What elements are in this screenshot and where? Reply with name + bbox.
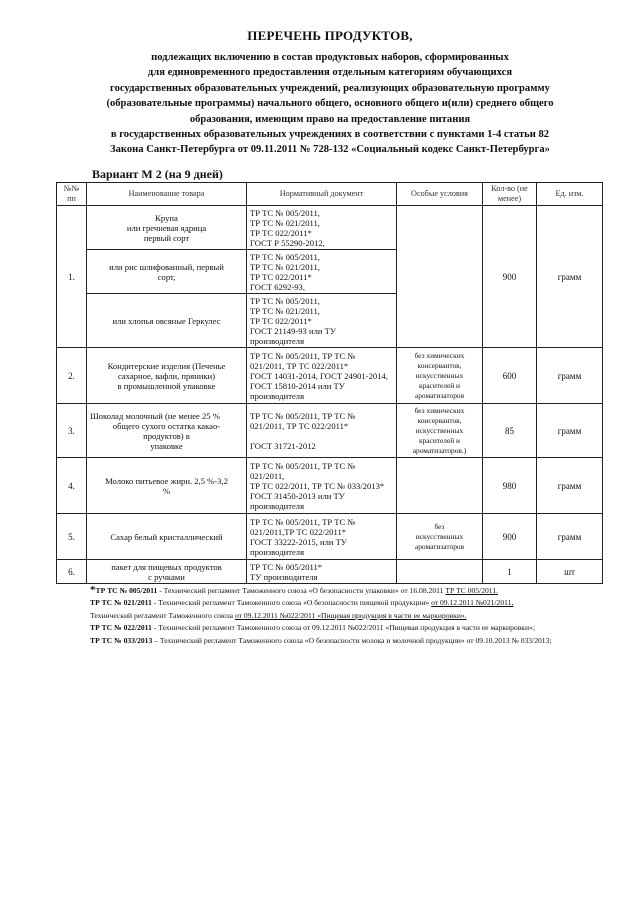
row-num: 2.	[57, 348, 87, 404]
quantity: 1	[483, 560, 537, 584]
normative-doc	[247, 404, 397, 458]
unit: грамм	[537, 348, 603, 404]
subtitle-line: для единовременного предоставления отдельным категориям обучающихся	[147, 67, 513, 79]
cond-line: без химических	[414, 350, 465, 360]
special-conditions	[397, 206, 483, 348]
doc-line: ГОСТ Р 55290-2012,	[250, 237, 325, 248]
product-name	[87, 250, 247, 294]
name-line: первый сорт	[143, 232, 190, 243]
doc-line: ТР ТС № 021/2011,	[250, 261, 320, 272]
header-unit: Ед. изм.	[537, 183, 603, 206]
name-line: Молоко питьевое жирн. 2,5 %-3,2	[105, 475, 228, 486]
product-name	[87, 294, 247, 348]
footnote-text: Технический регламент Таможенного союза	[90, 610, 235, 620]
doc-line: ТР ТС № 005/2011, ТР ТС №	[250, 460, 356, 471]
doc-line: ТУ производителя	[250, 571, 318, 582]
doc-line: ТР ТС 022/2011*	[250, 227, 312, 238]
footnote-text: - Технический регламент Таможенного союза «О безопасности пищевой продукции»	[151, 598, 432, 608]
cond-line: консервантов,	[417, 415, 462, 425]
doc-line: производителя	[250, 390, 305, 401]
doc-line: производителя	[250, 500, 305, 511]
footnote	[90, 584, 590, 597]
table-row	[57, 458, 603, 514]
name-line: Сахар белый кристаллический	[110, 531, 223, 542]
normative-doc	[247, 348, 397, 404]
special-conditions	[397, 404, 483, 458]
quantity: 900	[483, 514, 537, 560]
name-line: в промышленной упаковке	[117, 380, 216, 391]
doc-line: ГОСТ 31721-2012	[250, 440, 316, 451]
header-name: Наименование товара	[87, 183, 247, 206]
unit: грамм	[537, 404, 603, 458]
row-num: 3.	[57, 404, 87, 458]
doc-line: ГОСТ 14031-2014, ГОСТ 24901-2014,	[250, 370, 388, 381]
cond-line: искусственных	[415, 425, 464, 435]
doc-line: ГОСТ 6292-93,	[250, 281, 305, 292]
doc-line: ТР ТС № 005/2011,	[250, 295, 320, 306]
subtitle-line: Закона Санкт-Петербурга от 09.11.2011 № 728-132 «Социальный кодекс Санкт-Петербурга»	[110, 144, 550, 156]
normative-doc	[247, 458, 397, 514]
table-row	[57, 206, 603, 250]
footnote-tail: от 09.12.2011 №022/2011 «Пищевая продукция в части ее маркировки».	[234, 610, 467, 620]
header-doc: Нормативный документ	[247, 183, 397, 206]
table-row	[57, 560, 603, 584]
doc-line: ГОСТ 31450-2013 или ТУ	[250, 490, 345, 501]
unit: шт	[537, 560, 603, 584]
header-num: №№ пп	[57, 183, 87, 206]
subtitle-line: государственных образовательных учреждений, реализующих образовательную программу	[110, 82, 550, 94]
footnote-text: - Технический регламент Таможенного союза от 09.12.2011 №022/2011 «Пищевая продукция в части ее маркировки»;	[151, 623, 535, 633]
header-qty: Кол-во (не менее)	[483, 183, 537, 206]
doc-line: ТР ТС № 005/2011, ТР ТС №	[250, 350, 356, 361]
footnote-code: ТР ТС № 022/2011	[90, 623, 152, 633]
footnote-star: *	[90, 584, 96, 596]
cond-line: ароматизаторов.)	[412, 445, 467, 455]
footnote-code: ТР ТС № 005/2011	[95, 586, 158, 595]
footnote	[90, 622, 590, 634]
doc-line: ТР ТС № 005/2011, ТР ТС №	[250, 516, 356, 527]
footnote-text: – Технический регламент Таможенного союза «О безопасности молока и молочной продукции» от 09.10.2013 № 033/2013;	[152, 635, 552, 645]
doc-line: производителя	[250, 546, 305, 557]
product-name	[87, 348, 247, 404]
quantity: 900	[483, 206, 537, 348]
subtitle-line: образования, имеющим право на предоставление питания	[189, 113, 471, 125]
name-line: Шоколад молочный (не менее 25 %	[90, 410, 220, 421]
doc-line: ТР ТС № 005/2011*	[250, 561, 323, 572]
name-line: или рис шлифованный, первый	[109, 261, 224, 272]
doc-line: производителя	[250, 335, 305, 346]
doc-line	[250, 431, 393, 441]
special-conditions	[397, 560, 483, 584]
product-name	[87, 560, 247, 584]
unit: грамм	[537, 206, 603, 348]
document-title: ПЕРЕЧЕНЬ ПРОДУКТОВ,	[247, 28, 413, 43]
doc-line: ГОСТ 33222-2015, или ТУ	[250, 536, 347, 547]
doc-line: 021/2011,	[250, 470, 285, 481]
name-line: общего сухого остатка какао-	[112, 420, 221, 431]
footnote-tail: от 09.12.2011 №021/2011,	[431, 598, 514, 608]
unit: грамм	[537, 514, 603, 560]
normative-doc	[247, 560, 397, 584]
special-conditions	[397, 348, 483, 404]
doc-line: ТР ТС 022/2011*	[250, 271, 312, 282]
name-line: или гречневая ядрица	[126, 222, 207, 233]
name-line: сорт,	[157, 271, 176, 282]
table-row	[57, 404, 603, 458]
quantity: 85	[483, 404, 537, 458]
row-num: 1.	[57, 206, 87, 348]
footnote	[90, 597, 590, 609]
footnote	[90, 635, 590, 647]
subtitle-line: подлежащих включению в состав продуктовых наборов, сформированных	[151, 52, 509, 63]
quantity: 980	[483, 458, 537, 514]
product-name	[87, 514, 247, 560]
doc-line: ТР ТС № 005/2011,	[250, 251, 320, 262]
subtitle-line: (образовательные программы) начального общего, основного общего и(или) среднего общего	[106, 98, 554, 110]
footnote	[90, 610, 590, 622]
normative-doc	[247, 206, 397, 250]
name-line: или хлопья овсяные Геркулес	[112, 315, 221, 326]
name-line: Кондитерские изделия (Печенье	[107, 360, 226, 371]
cond-line: красителей и	[418, 380, 461, 390]
name-line: пакет для пищевых продуктов	[111, 561, 222, 572]
name-line: %	[162, 485, 171, 496]
table-header-row	[57, 183, 603, 206]
name-line: сахарное, вафли, пряники)	[117, 370, 216, 381]
doc-line: 021/2011, ТР ТС 022/2011*	[250, 420, 349, 431]
doc-line: ТР ТС 022/2011*	[250, 315, 312, 326]
quantity: 600	[483, 348, 537, 404]
normative-doc	[247, 514, 397, 560]
name-line: продуктов) в	[143, 430, 190, 441]
doc-line: ТР ТС № 005/2011, ТР ТС №	[250, 410, 356, 421]
footnotes	[90, 584, 590, 647]
doc-line: ТР ТС № 021/2011,	[250, 305, 320, 316]
cond-line: ароматизаторов	[414, 390, 465, 400]
cond-line: искусственных	[415, 531, 464, 541]
doc-line: 021/2011, ТР ТС 022/2011*	[250, 360, 349, 371]
table-row	[57, 514, 603, 560]
product-name	[87, 206, 247, 250]
footnote-code: ТР ТС № 021/2011	[90, 598, 152, 608]
name-line: Крупа	[155, 212, 178, 223]
normative-doc	[247, 294, 397, 348]
cond-line: без химических	[414, 405, 465, 415]
name-line: с ручками	[148, 571, 185, 582]
row-num: 5.	[57, 514, 87, 560]
name-line: упаковке	[150, 440, 183, 451]
footnote-tail: ТР ТС 005/2011.	[445, 586, 499, 595]
cond-line: красителей и	[418, 435, 461, 445]
table-row	[57, 348, 603, 404]
row-num: 6.	[57, 560, 87, 584]
header-cond: Особые условия	[397, 183, 483, 206]
product-name	[87, 458, 247, 514]
footnote-code: ТР ТС № 033/2013	[90, 635, 153, 645]
document-subtitle	[60, 50, 600, 158]
cond-line: консервантов,	[417, 360, 462, 370]
cond-line: без	[434, 521, 445, 531]
cond-line: ароматизаторов	[414, 541, 465, 551]
products-table	[56, 182, 603, 584]
special-conditions	[397, 514, 483, 560]
variant-label: Вариант М 2 (на 9 дней)	[92, 167, 223, 181]
row-num: 4.	[57, 458, 87, 514]
unit: грамм	[537, 458, 603, 514]
product-name	[87, 404, 247, 458]
subtitle-line: в государственных образовательных учреждениях в соответствии с пунктами 1-4 статьи 82	[110, 129, 550, 141]
special-conditions	[397, 458, 483, 514]
doc-line: ТР ТС № 021/2011,	[250, 217, 320, 228]
doc-line: ТР ТС 022/2011, ТР ТС № 033/2013*	[250, 480, 385, 491]
doc-line: ГОСТ 15810-2014 или ТУ	[250, 380, 345, 391]
document-header	[60, 28, 600, 158]
doc-line: ТР ТС № 005/2011,	[250, 207, 320, 218]
doc-line: 021/2011,ТР ТС 022/2011*	[250, 526, 347, 537]
cond-line: искусственных	[415, 370, 464, 380]
doc-line: ГОСТ 21149-93 или ТУ	[250, 325, 336, 336]
footnote-text: - Технический регламент Таможенного союза «О безопасности упаковки» от 16.08.2011	[157, 586, 446, 595]
normative-doc	[247, 250, 397, 294]
